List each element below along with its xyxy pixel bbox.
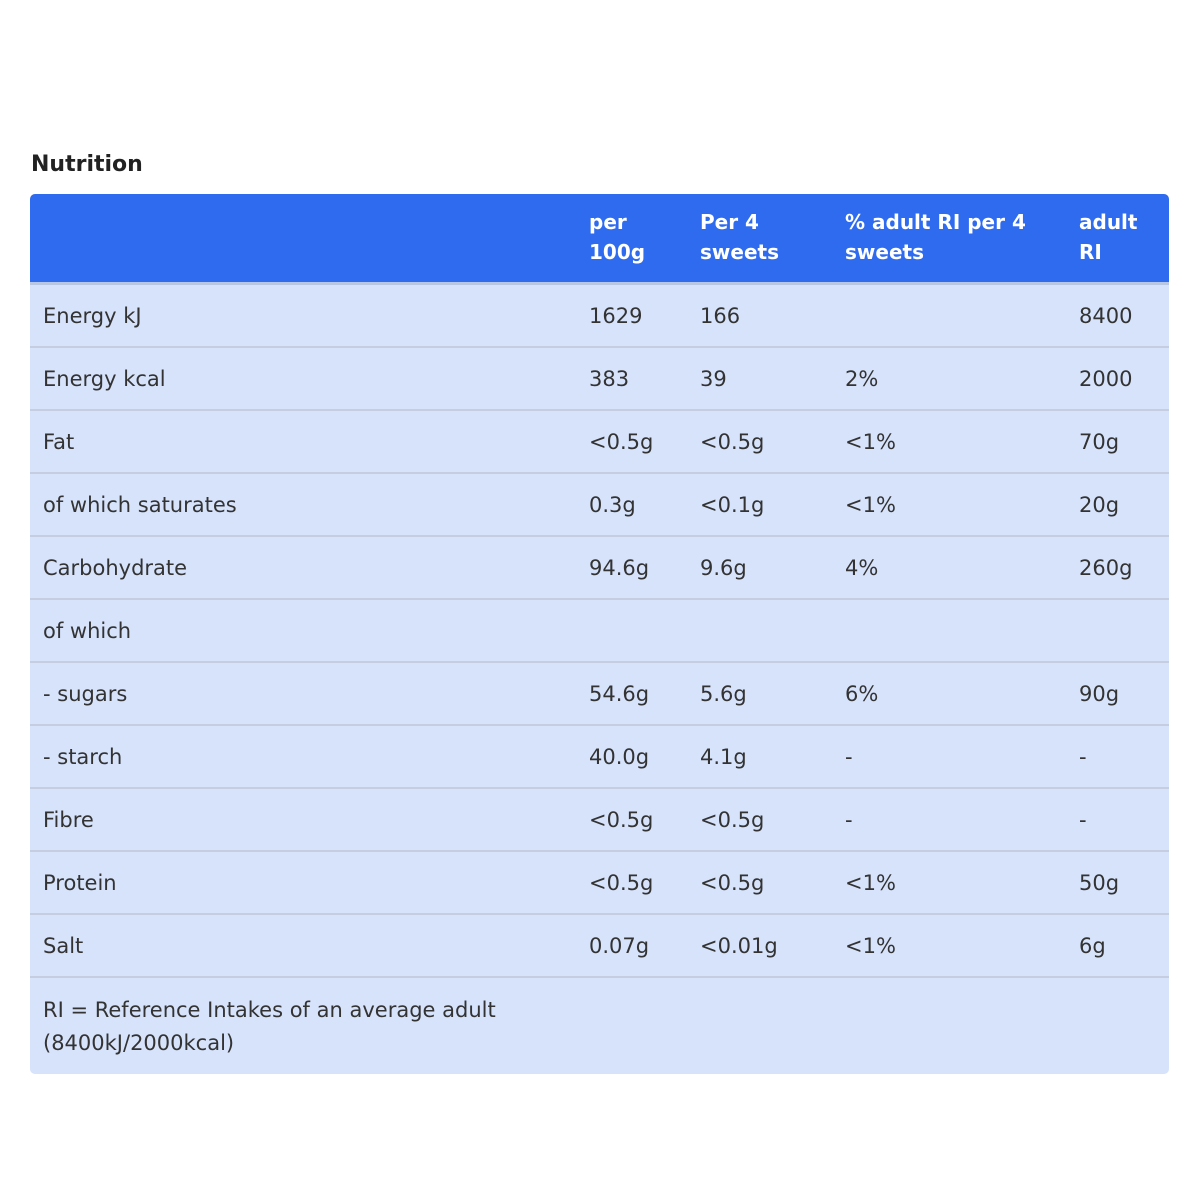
value-per-100g: 40.0g (576, 725, 687, 788)
value-ri-percent: 2% (832, 347, 1066, 410)
header-adult-ri: adult RI (1066, 194, 1169, 284)
table-row (30, 725, 1169, 788)
table-row (30, 347, 1169, 410)
value-adult-ri: 260g (1066, 536, 1169, 599)
value-per-100g (576, 599, 687, 662)
value-per-4-sweets: <0.5g (687, 410, 832, 473)
value-adult-ri: 8400 (1066, 284, 1169, 348)
value-per-4-sweets: <0.5g (687, 851, 832, 914)
nutrition-table (30, 194, 1169, 1074)
value-per-100g: 383 (576, 347, 687, 410)
value-adult-ri: - (1066, 788, 1169, 851)
header-per-4-sweets: Per 4 sweets (687, 194, 832, 284)
value-per-100g: 94.6g (576, 536, 687, 599)
nutrition-table-container (30, 194, 1169, 1074)
nutrient-name: of which (30, 599, 576, 662)
value-ri-percent (832, 284, 1066, 348)
value-per-100g: <0.5g (576, 410, 687, 473)
value-ri-percent (832, 599, 1066, 662)
table-row (30, 473, 1169, 536)
value-ri-percent: 4% (832, 536, 1066, 599)
table-row (30, 914, 1169, 977)
value-per-100g: 1629 (576, 284, 687, 348)
value-ri-percent: <1% (832, 851, 1066, 914)
value-per-4-sweets: 9.6g (687, 536, 832, 599)
header-adult-ri-percent: % adult RI per 4 sweets (832, 194, 1066, 284)
header-nutrient (30, 194, 576, 284)
table-row (30, 284, 1169, 348)
footnote-spacer (832, 977, 1066, 1074)
nutrient-name: Energy kcal (30, 347, 576, 410)
value-adult-ri: - (1066, 725, 1169, 788)
footnote-spacer (687, 977, 832, 1074)
value-per-4-sweets: <0.01g (687, 914, 832, 977)
value-per-4-sweets: 39 (687, 347, 832, 410)
nutrient-name: Energy kJ (30, 284, 576, 348)
nutrient-name: of which saturates (30, 473, 576, 536)
value-ri-percent: <1% (832, 473, 1066, 536)
value-ri-percent: - (832, 788, 1066, 851)
table-row (30, 410, 1169, 473)
value-per-4-sweets: 5.6g (687, 662, 832, 725)
value-adult-ri: 70g (1066, 410, 1169, 473)
table-row (30, 851, 1169, 914)
value-per-100g: 0.3g (576, 473, 687, 536)
value-per-4-sweets: <0.1g (687, 473, 832, 536)
value-ri-percent: 6% (832, 662, 1066, 725)
value-adult-ri: 20g (1066, 473, 1169, 536)
table-row (30, 536, 1169, 599)
nutrient-name: Fat (30, 410, 576, 473)
value-per-100g: <0.5g (576, 851, 687, 914)
footnote-spacer (1066, 977, 1169, 1074)
table-row (30, 599, 1169, 662)
nutrient-name: Salt (30, 914, 576, 977)
value-per-100g: 54.6g (576, 662, 687, 725)
value-per-4-sweets: 166 (687, 284, 832, 348)
value-adult-ri (1066, 599, 1169, 662)
value-per-100g: 0.07g (576, 914, 687, 977)
value-adult-ri: 6g (1066, 914, 1169, 977)
value-ri-percent: <1% (832, 914, 1066, 977)
value-adult-ri: 50g (1066, 851, 1169, 914)
table-footnote: RI = Reference Intakes of an average adult (8400kJ/2000kcal) (43, 998, 496, 1055)
value-per-4-sweets: <0.5g (687, 788, 832, 851)
table-row (30, 788, 1169, 851)
nutrient-name: - starch (30, 725, 576, 788)
value-adult-ri: 2000 (1066, 347, 1169, 410)
nutrient-name: - sugars (30, 662, 576, 725)
header-row (30, 194, 1169, 284)
value-per-4-sweets (687, 599, 832, 662)
value-per-4-sweets: 4.1g (687, 725, 832, 788)
table-row (30, 662, 1169, 725)
table-body (30, 284, 1169, 1075)
section-title: Nutrition (31, 152, 143, 177)
value-per-100g: <0.5g (576, 788, 687, 851)
nutrient-name: Fibre (30, 788, 576, 851)
nutrient-name: Protein (30, 851, 576, 914)
table-footnote-row (30, 977, 1169, 1074)
value-ri-percent: - (832, 725, 1066, 788)
header-per-100g: per 100g (576, 194, 687, 284)
value-adult-ri: 90g (1066, 662, 1169, 725)
value-ri-percent: <1% (832, 410, 1066, 473)
nutrient-name: Carbohydrate (30, 536, 576, 599)
table-header (30, 194, 1169, 284)
